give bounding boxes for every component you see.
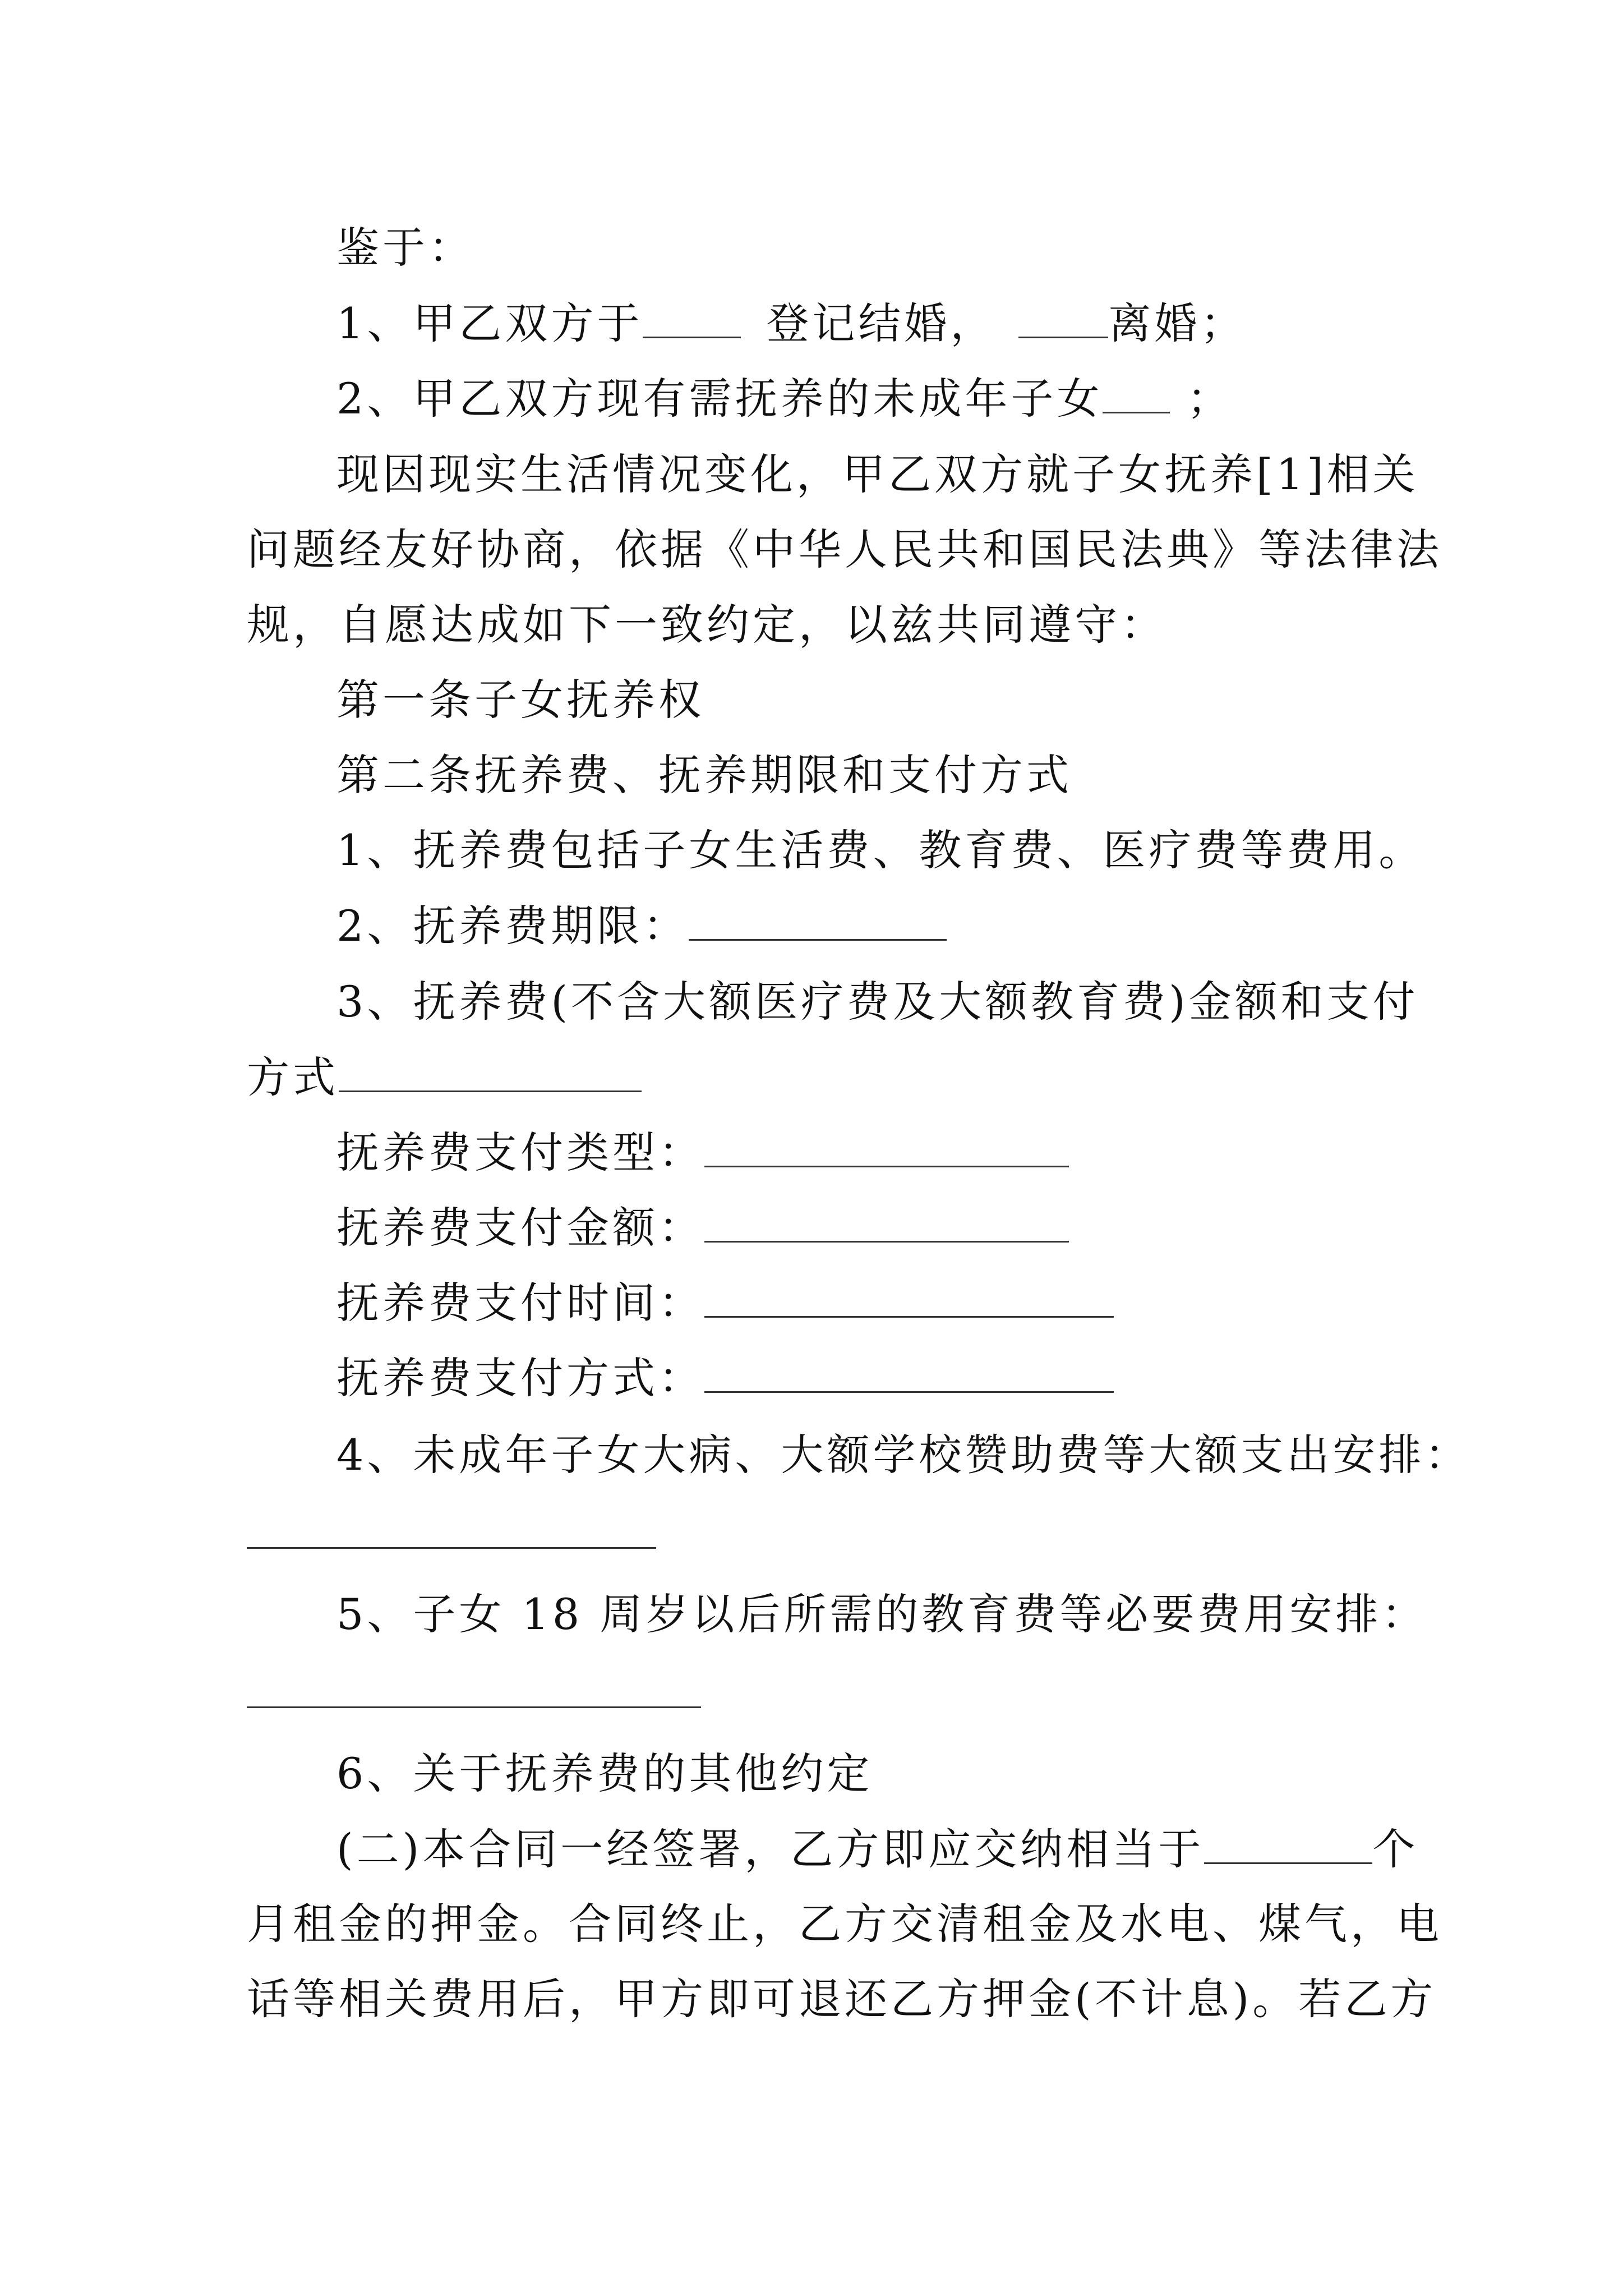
fee-period-blank[interactable] xyxy=(689,904,947,941)
intro-line-1 xyxy=(336,449,1419,499)
fee-item-3-line-2-text: 方式 xyxy=(247,1052,339,1102)
fee-item-5-text: 5、子女 18 周岁以后所需的教育费等必要费用安排： xyxy=(336,1589,1428,1639)
item2-prefix: 2、甲乙双方现有需抚养的未成年子女 xyxy=(336,374,1103,424)
payment-type-row xyxy=(336,1128,1069,1177)
fee-item-3-line-1 xyxy=(336,977,1419,1027)
fee-item-4-blank[interactable] xyxy=(247,1547,656,1549)
intro-line-3 xyxy=(247,600,1166,650)
article-2-title-text: 第二条抚养费、抚养期限和支付方式 xyxy=(336,750,1072,800)
fee-item-2-text: 2、抚养费期限： xyxy=(336,901,689,951)
fee-item-5-blank[interactable] xyxy=(247,1706,701,1708)
item1-mid: 登记结婚， xyxy=(766,298,997,348)
intro-line-2 xyxy=(247,524,1442,574)
fee-item-2 xyxy=(336,901,947,951)
payment-type-label: 抚养费支付类型： xyxy=(336,1128,704,1177)
article-2-title xyxy=(336,750,1072,800)
fee-item-6-text: 6、关于抚养费的其他约定 xyxy=(336,1749,873,1798)
payment-method-label: 抚养费支付方式： xyxy=(336,1353,704,1403)
intro-line-2-text: 问题经友好协商，依据《中华人民共和国民法典》等法律法 xyxy=(247,524,1442,574)
whereas-item-2 xyxy=(336,374,1233,424)
intro-line-1-text: 现因现实生活情况变化，甲乙双方就子女抚养[1]相关 xyxy=(336,449,1419,499)
payment-time-label: 抚养费支付时间： xyxy=(336,1278,704,1328)
payment-time-row xyxy=(336,1278,1114,1328)
fee-item-1-text: 1、抚养费包括子女生活费、教育费、医疗费等费用。 xyxy=(336,825,1425,875)
payment-type-blank[interactable] xyxy=(704,1131,1069,1167)
item2-suffix: ； xyxy=(1187,374,1233,424)
intro-line-3-text: 规，自愿达成如下一致约定，以兹共同遵守： xyxy=(247,600,1166,650)
deposit-line-1-prefix: (二)本合同一经签署，乙方即应交纳相当于 xyxy=(336,1824,1205,1874)
fee-item-3-line-1-text: 3、抚养费(不含大额医疗费及大额教育费)金额和支付 xyxy=(336,977,1419,1027)
payment-method-blank[interactable] xyxy=(704,1356,1114,1393)
fee-item-1 xyxy=(336,825,1425,875)
article-1-title-text: 第一条子女抚养权 xyxy=(336,675,704,725)
fee-item-5 xyxy=(336,1589,1428,1639)
payment-method-row xyxy=(336,1353,1114,1403)
payment-amount-row xyxy=(336,1203,1069,1253)
deposit-line-3 xyxy=(247,1974,1437,2024)
deposit-line-1 xyxy=(336,1824,1419,1874)
marriage-date-blank[interactable] xyxy=(643,302,741,338)
article-1-title xyxy=(336,675,704,725)
item1-prefix: 1、甲乙双方于 xyxy=(336,298,643,348)
deposit-line-2-text: 月租金的押金。合同终止，乙方交清租金及水电、煤气，电 xyxy=(247,1899,1442,1949)
fee-item-3-line-2 xyxy=(247,1052,642,1102)
divorce-date-blank[interactable] xyxy=(1018,302,1108,338)
children-blank[interactable] xyxy=(1103,377,1170,413)
whereas-heading xyxy=(336,223,474,273)
payment-amount-label: 抚养费支付金额： xyxy=(336,1203,704,1253)
payment-amount-blank[interactable] xyxy=(704,1206,1069,1243)
item1-suffix: 离婚； xyxy=(1108,298,1247,348)
fee-amount-method-blank[interactable] xyxy=(339,1056,642,1092)
whereas-heading-text: 鉴于： xyxy=(336,223,474,273)
deposit-months-blank[interactable] xyxy=(1204,1828,1372,1864)
whereas-item-1 xyxy=(336,298,1247,348)
deposit-line-2 xyxy=(247,1899,1442,1949)
payment-time-blank[interactable] xyxy=(704,1281,1114,1318)
fee-item-6 xyxy=(336,1749,873,1798)
deposit-line-1-suffix: 个 xyxy=(1372,1824,1419,1874)
deposit-line-3-text: 话等相关费用后，甲方即可退还乙方押金(不计息)。若乙方 xyxy=(247,1974,1437,2024)
fee-item-4 xyxy=(336,1430,1471,1480)
fee-item-4-text: 4、未成年子女大病、大额学校赞助费等大额支出安排： xyxy=(336,1430,1471,1480)
